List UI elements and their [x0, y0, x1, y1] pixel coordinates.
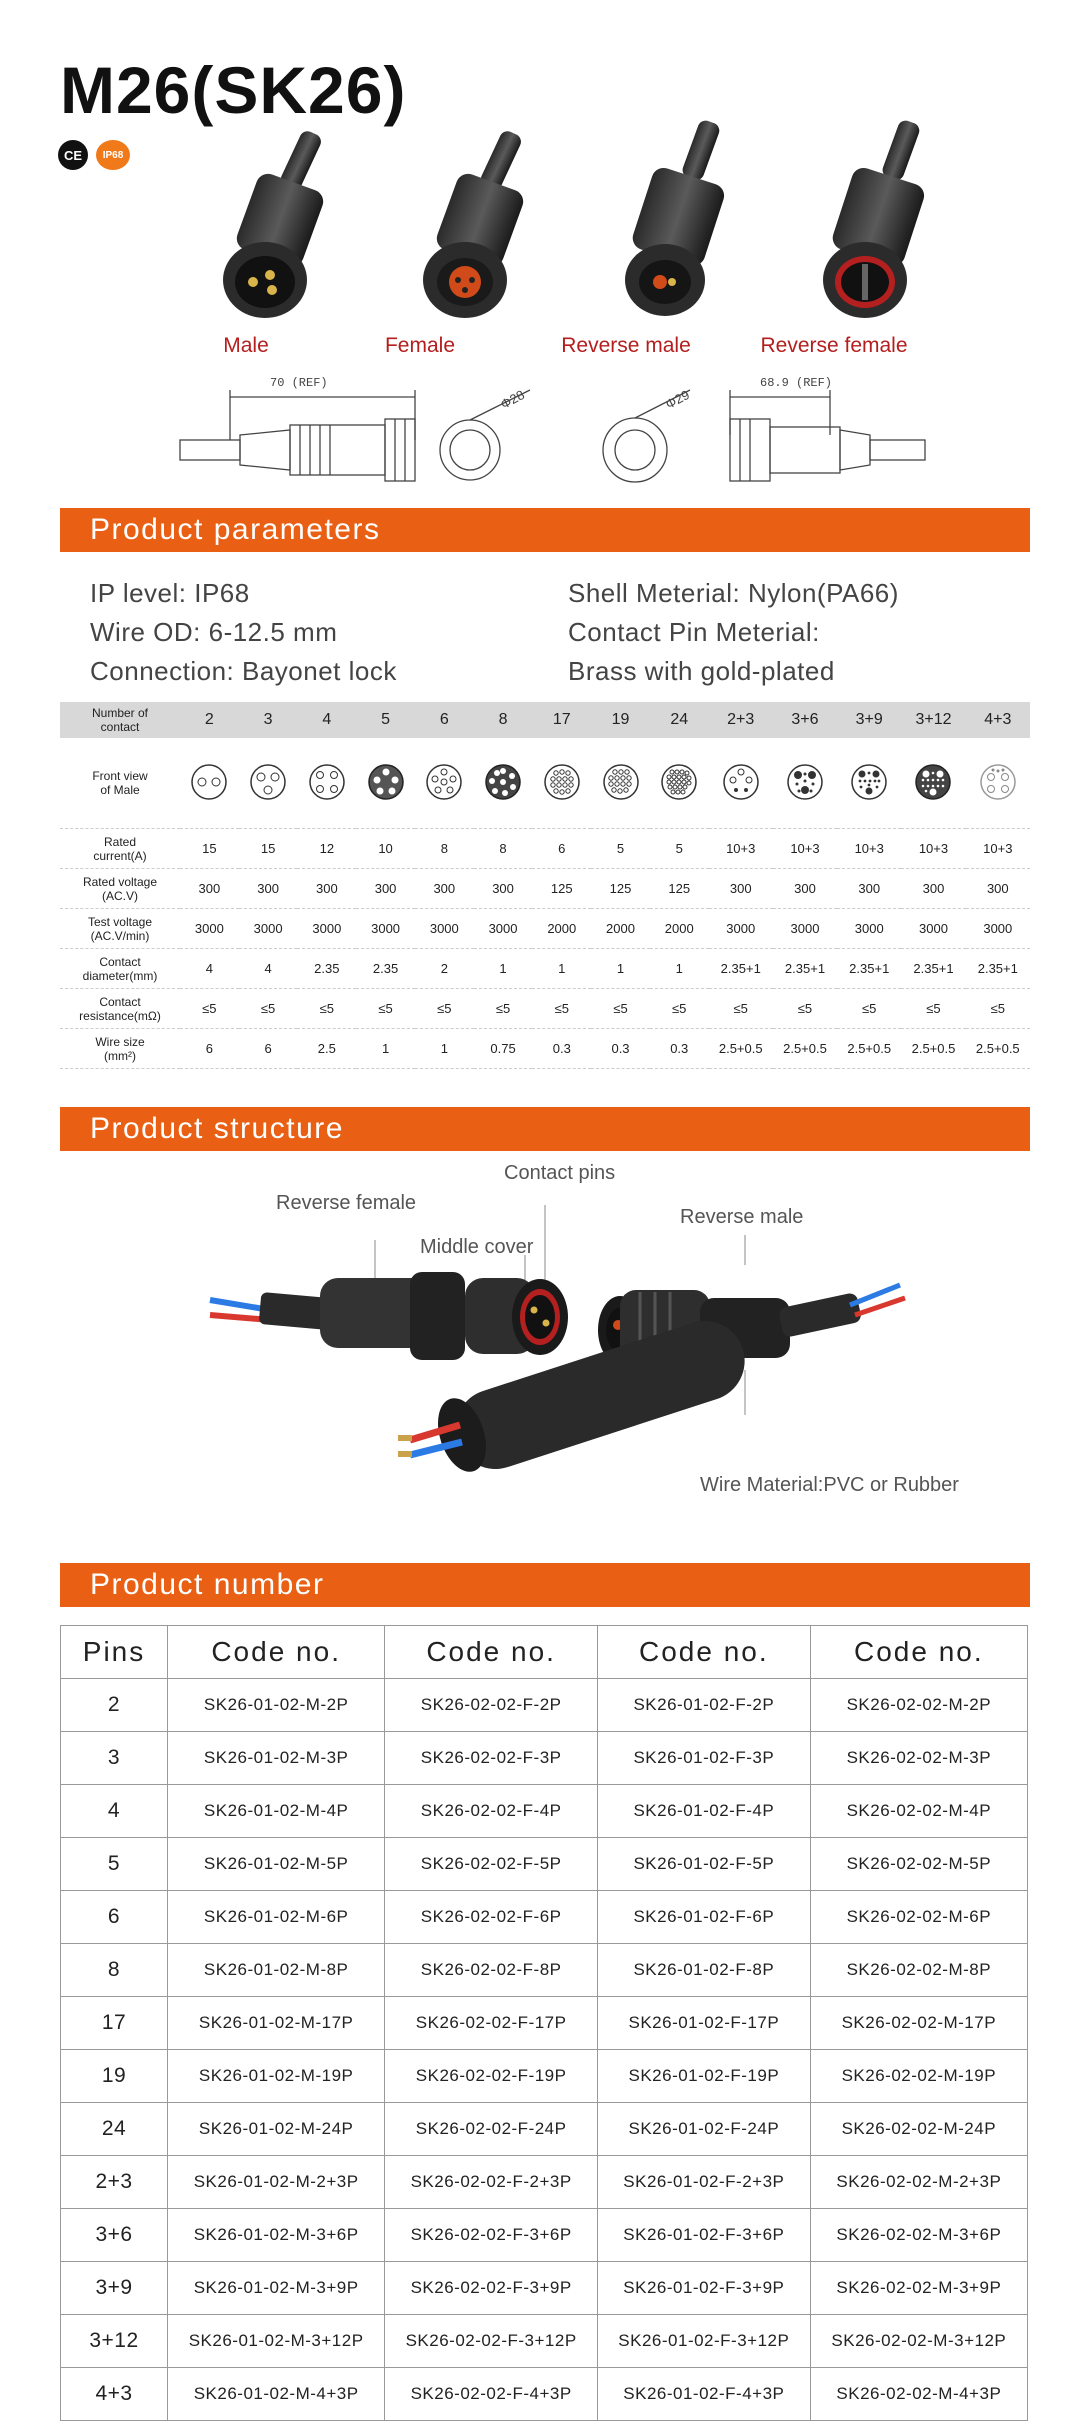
contacts-cell: 3+6 — [773, 702, 837, 738]
current-cell: 10+3 — [773, 829, 837, 869]
test-voltage-cell: 2000 — [591, 909, 650, 949]
spec-table — [60, 702, 1030, 1069]
code-cell: SK26-02-02-M-4+3P — [810, 2368, 1027, 2421]
label-middle-cover: Middle cover — [420, 1236, 534, 1258]
code-cell: SK26-01-02-F-2P — [597, 1679, 810, 1732]
label-reverse-male: Reverse male — [680, 1206, 804, 1228]
code-cell: SK26-01-02-M-3P — [168, 1732, 385, 1785]
diameter-cell: 4 — [180, 949, 239, 989]
current-cell: 10+3 — [966, 829, 1030, 869]
table-row — [60, 949, 1030, 989]
diameter-cell: 1 — [650, 949, 709, 989]
param-ip-level: IP level: IP68 — [90, 578, 250, 608]
table-row — [60, 909, 1030, 949]
code-cell: SK26-02-02-F-3P — [385, 1732, 598, 1785]
row-header-contacts: Number of contact — [60, 702, 180, 738]
resistance-cell: ≤5 — [180, 989, 239, 1029]
code-cell: SK26-02-02-M-8P — [810, 1944, 1027, 1997]
code-cell: SK26-01-02-M-3+9P — [168, 2262, 385, 2315]
wire-size-cell: 6 — [180, 1029, 239, 1069]
connector-variants-illustration — [180, 120, 960, 330]
code-cell: SK26-02-02-F-4+3P — [385, 2368, 598, 2421]
variant-label-female: Female — [384, 334, 456, 357]
param-shell-material: Shell Meterial: Nylon(PA66) — [568, 578, 899, 608]
label-wire-material: Wire Material:PVC or Rubber — [700, 1474, 959, 1496]
voltage-cell: 125 — [591, 869, 650, 909]
reverse-female-connector-image — [823, 120, 927, 318]
label-contact-pins: Contact pins — [504, 1162, 616, 1184]
code-cell: SK26-02-02-F-3+9P — [385, 2262, 598, 2315]
contacts-cell: 8 — [474, 702, 533, 738]
dimension-drawings — [170, 375, 930, 495]
resistance-cell: ≤5 — [966, 989, 1030, 1029]
header-code-1: Code no. — [168, 1626, 385, 1679]
contacts-cell: 19 — [591, 702, 650, 738]
wire-size-cell: 1 — [415, 1029, 474, 1069]
pin-layout-icon — [297, 738, 356, 829]
code-cell: SK26-01-02-F-3P — [597, 1732, 810, 1785]
dimension-diameter-28: Φ28 — [497, 387, 527, 412]
product-structure-illustration — [200, 1190, 1000, 1510]
current-cell: 10+3 — [901, 829, 965, 869]
wire-size-cell: 6 — [239, 1029, 298, 1069]
wire-size-cell: 2.5+0.5 — [837, 1029, 901, 1069]
table-row — [61, 2209, 1028, 2262]
contacts-cell: 2+3 — [709, 702, 773, 738]
code-cell: SK26-01-02-M-24P — [168, 2103, 385, 2156]
code-cell: SK26-02-02-M-3+12P — [810, 2315, 1027, 2368]
resistance-cell: ≤5 — [532, 989, 591, 1029]
resistance-cell: ≤5 — [591, 989, 650, 1029]
current-cell: 12 — [297, 829, 356, 869]
code-cell: SK26-02-02-F-3+12P — [385, 2315, 598, 2368]
voltage-cell: 125 — [532, 869, 591, 909]
code-cell: SK26-01-02-M-19P — [168, 2050, 385, 2103]
resistance-cell: ≤5 — [709, 989, 773, 1029]
resistance-cell: ≤5 — [901, 989, 965, 1029]
code-cell: SK26-02-02-M-6P — [810, 1891, 1027, 1944]
voltage-cell: 125 — [650, 869, 709, 909]
pins-cell: 4 — [61, 1785, 168, 1838]
test-voltage-cell: 2000 — [650, 909, 709, 949]
code-cell: SK26-01-02-F-6P — [597, 1891, 810, 1944]
table-header-row — [61, 1626, 1028, 1679]
pin-layout-icon — [532, 738, 591, 829]
header-code-4: Code no. — [810, 1626, 1027, 1679]
table-row — [61, 2103, 1028, 2156]
row-header-voltage: Rated voltage (AC.V) — [60, 869, 180, 909]
pin-layout-icon — [837, 738, 901, 829]
voltage-cell: 300 — [837, 869, 901, 909]
code-cell: SK26-02-02-F-6P — [385, 1891, 598, 1944]
current-cell: 10+3 — [837, 829, 901, 869]
test-voltage-cell: 3000 — [773, 909, 837, 949]
pins-cell: 2 — [61, 1679, 168, 1732]
code-cell: SK26-01-02-F-4+3P — [597, 2368, 810, 2421]
code-cell: SK26-02-02-F-4P — [385, 1785, 598, 1838]
pins-cell: 4+3 — [61, 2368, 168, 2421]
code-cell: SK26-02-02-M-24P — [810, 2103, 1027, 2156]
code-cell: SK26-02-02-F-5P — [385, 1838, 598, 1891]
contacts-cell: 3 — [239, 702, 298, 738]
code-cell: SK26-01-02-M-2P — [168, 1679, 385, 1732]
product-code-table — [60, 1625, 1028, 2421]
voltage-cell: 300 — [297, 869, 356, 909]
code-cell: SK26-02-02-M-17P — [810, 1997, 1027, 2050]
test-voltage-cell: 3000 — [837, 909, 901, 949]
wire-size-cell: 2.5 — [297, 1029, 356, 1069]
contacts-cell: 3+12 — [901, 702, 965, 738]
wire-size-cell: 0.3 — [532, 1029, 591, 1069]
row-header-current: Rated current(A) — [60, 829, 180, 869]
dimension-length-right: 68.9 (REF) — [760, 376, 833, 390]
resistance-cell: ≤5 — [356, 989, 415, 1029]
resistance-cell: ≤5 — [415, 989, 474, 1029]
variant-label-male: Male — [223, 334, 269, 357]
table-row — [61, 1891, 1028, 1944]
wire-size-cell: 2.5+0.5 — [966, 1029, 1030, 1069]
wire-size-cell: 2.5+0.5 — [773, 1029, 837, 1069]
female-connector-image — [423, 129, 527, 318]
ip68-badge-icon: IP68 — [96, 140, 130, 170]
code-cell: SK26-02-02-M-3P — [810, 1732, 1027, 1785]
param-connection: Connection: Bayonet lock — [90, 656, 397, 686]
diameter-cell: 2.35+1 — [901, 949, 965, 989]
table-row — [61, 2050, 1028, 2103]
header-code-2: Code no. — [385, 1626, 598, 1679]
table-row — [60, 702, 1030, 738]
diameter-cell: 2.35+1 — [966, 949, 1030, 989]
test-voltage-cell: 3000 — [356, 909, 415, 949]
test-voltage-cell: 3000 — [901, 909, 965, 949]
male-connector-image — [223, 129, 327, 318]
table-row — [61, 2156, 1028, 2209]
diameter-cell: 4 — [239, 949, 298, 989]
current-cell: 10+3 — [709, 829, 773, 869]
wire-size-cell: 1 — [356, 1029, 415, 1069]
pins-cell: 8 — [61, 1944, 168, 1997]
table-row — [60, 989, 1030, 1029]
test-voltage-cell: 3000 — [239, 909, 298, 949]
code-cell: SK26-01-02-F-24P — [597, 2103, 810, 2156]
contacts-cell: 3+9 — [837, 702, 901, 738]
test-voltage-cell: 3000 — [709, 909, 773, 949]
wire-size-cell: 2.5+0.5 — [901, 1029, 965, 1069]
diameter-cell: 2.35+1 — [837, 949, 901, 989]
code-cell: SK26-02-02-F-2+3P — [385, 2156, 598, 2209]
code-cell: SK26-02-02-F-19P — [385, 2050, 598, 2103]
code-cell: SK26-02-02-M-3+6P — [810, 2209, 1027, 2262]
pin-layout-icon — [773, 738, 837, 829]
voltage-cell: 300 — [709, 869, 773, 909]
contacts-cell: 24 — [650, 702, 709, 738]
contacts-cell: 4 — [297, 702, 356, 738]
table-row — [61, 1944, 1028, 1997]
wire-size-cell: 0.75 — [474, 1029, 533, 1069]
code-cell: SK26-01-02-M-4P — [168, 1785, 385, 1838]
current-cell: 8 — [474, 829, 533, 869]
table-row — [60, 1029, 1030, 1069]
resistance-cell: ≤5 — [239, 989, 298, 1029]
resistance-cell: ≤5 — [474, 989, 533, 1029]
diameter-cell: 2.35 — [356, 949, 415, 989]
table-row — [61, 1732, 1028, 1785]
contacts-cell: 17 — [532, 702, 591, 738]
test-voltage-cell: 3000 — [415, 909, 474, 949]
label-reverse-female: Reverse female — [276, 1192, 417, 1214]
pins-cell: 6 — [61, 1891, 168, 1944]
pins-cell: 19 — [61, 2050, 168, 2103]
code-cell: SK26-01-02-M-17P — [168, 1997, 385, 2050]
current-cell: 6 — [532, 829, 591, 869]
pin-layout-icon — [709, 738, 773, 829]
table-row — [61, 2315, 1028, 2368]
current-cell: 10 — [356, 829, 415, 869]
pins-cell: 3+9 — [61, 2262, 168, 2315]
resistance-cell: ≤5 — [297, 989, 356, 1029]
current-cell: 5 — [650, 829, 709, 869]
pins-cell: 3 — [61, 1732, 168, 1785]
test-voltage-cell: 3000 — [966, 909, 1030, 949]
voltage-cell: 300 — [415, 869, 474, 909]
pins-cell: 24 — [61, 2103, 168, 2156]
code-cell: SK26-02-02-M-2P — [810, 1679, 1027, 1732]
code-cell: SK26-01-02-M-3+6P — [168, 2209, 385, 2262]
voltage-cell: 300 — [966, 869, 1030, 909]
param-wire-od: Wire OD: 6-12.5 mm — [90, 617, 338, 647]
current-cell: 15 — [239, 829, 298, 869]
table-row — [61, 1997, 1028, 2050]
code-cell: SK26-01-02-M-5P — [168, 1838, 385, 1891]
current-cell: 5 — [591, 829, 650, 869]
diameter-cell: 1 — [532, 949, 591, 989]
code-cell: SK26-01-02-F-4P — [597, 1785, 810, 1838]
table-row — [60, 829, 1030, 869]
pin-layout-icon — [901, 738, 965, 829]
pin-layout-icon — [591, 738, 650, 829]
test-voltage-cell: 3000 — [180, 909, 239, 949]
diameter-cell: 2.35+1 — [773, 949, 837, 989]
diameter-cell: 1 — [474, 949, 533, 989]
header-code-3: Code no. — [597, 1626, 810, 1679]
row-header-resistance: Contact resistance(mΩ) — [60, 989, 180, 1029]
pins-cell: 2+3 — [61, 2156, 168, 2209]
pin-layout-icon — [474, 738, 533, 829]
dimension-diameter-29: Φ29 — [662, 387, 692, 412]
code-cell: SK26-02-02-M-4P — [810, 1785, 1027, 1838]
voltage-cell: 300 — [773, 869, 837, 909]
diameter-cell: 1 — [591, 949, 650, 989]
param-contact-pin-value: Brass with gold-plated — [568, 656, 835, 686]
row-header-front-view: Front view of Male — [60, 738, 180, 829]
voltage-cell: 300 — [180, 869, 239, 909]
code-cell: SK26-01-02-F-3+9P — [597, 2262, 810, 2315]
row-header-test-voltage: Test voltage (AC.V/min) — [60, 909, 180, 949]
resistance-cell: ≤5 — [773, 989, 837, 1029]
code-cell: SK26-02-02-M-5P — [810, 1838, 1027, 1891]
table-row — [60, 738, 1030, 829]
wire-size-cell: 0.3 — [591, 1029, 650, 1069]
diameter-cell: 2.35+1 — [709, 949, 773, 989]
test-voltage-cell: 3000 — [297, 909, 356, 949]
code-cell: SK26-02-02-M-19P — [810, 2050, 1027, 2103]
table-row — [61, 1838, 1028, 1891]
code-cell: SK26-01-02-F-2+3P — [597, 2156, 810, 2209]
code-cell: SK26-01-02-F-5P — [597, 1838, 810, 1891]
code-cell: SK26-01-02-F-3+12P — [597, 2315, 810, 2368]
row-header-wire-size: Wire size (mm²) — [60, 1029, 180, 1069]
code-cell: SK26-01-02-M-3+12P — [168, 2315, 385, 2368]
code-cell: SK26-01-02-M-2+3P — [168, 2156, 385, 2209]
variant-label-reverse-male: Reverse male — [561, 334, 691, 357]
code-cell: SK26-02-02-F-17P — [385, 1997, 598, 2050]
code-cell: SK26-02-02-F-3+6P — [385, 2209, 598, 2262]
code-cell: SK26-01-02-F-3+6P — [597, 2209, 810, 2262]
current-cell: 15 — [180, 829, 239, 869]
ce-mark-icon: CE — [58, 140, 88, 170]
pins-cell: 3+6 — [61, 2209, 168, 2262]
current-cell: 8 — [415, 829, 474, 869]
resistance-cell: ≤5 — [650, 989, 709, 1029]
pins-cell: 5 — [61, 1838, 168, 1891]
code-cell: SK26-02-02-M-2+3P — [810, 2156, 1027, 2209]
table-row — [61, 1679, 1028, 1732]
contacts-cell: 2 — [180, 702, 239, 738]
pin-layout-icon — [415, 738, 474, 829]
wire-size-cell: 2.5+0.5 — [709, 1029, 773, 1069]
code-cell: SK26-01-02-M-6P — [168, 1891, 385, 1944]
section-banner-parameters: Product parameters — [60, 508, 1030, 552]
code-cell: SK26-01-02-F-8P — [597, 1944, 810, 1997]
header-pins: Pins — [61, 1626, 168, 1679]
pins-cell: 3+12 — [61, 2315, 168, 2368]
row-header-diameter: Contact diameter(mm) — [60, 949, 180, 989]
pin-layout-icon — [239, 738, 298, 829]
code-cell: SK26-02-02-F-24P — [385, 2103, 598, 2156]
contacts-cell: 4+3 — [966, 702, 1030, 738]
code-cell: SK26-01-02-F-19P — [597, 2050, 810, 2103]
pin-layout-icon — [356, 738, 415, 829]
pin-layout-icon — [180, 738, 239, 829]
test-voltage-cell: 2000 — [532, 909, 591, 949]
code-cell: SK26-02-02-F-2P — [385, 1679, 598, 1732]
section-banner-number: Product number — [60, 1563, 1030, 1607]
dimension-length-left: 70 (REF) — [270, 376, 328, 390]
wire-size-cell: 0.3 — [650, 1029, 709, 1069]
code-cell: SK26-01-02-M-8P — [168, 1944, 385, 1997]
pin-layout-icon — [966, 738, 1030, 829]
voltage-cell: 300 — [901, 869, 965, 909]
resistance-cell: ≤5 — [837, 989, 901, 1029]
test-voltage-cell: 3000 — [474, 909, 533, 949]
contacts-cell: 6 — [415, 702, 474, 738]
code-cell: SK26-01-02-M-4+3P — [168, 2368, 385, 2421]
variant-label-reverse-female: Reverse female — [760, 334, 908, 357]
table-row — [60, 869, 1030, 909]
table-row — [61, 1785, 1028, 1838]
voltage-cell: 300 — [239, 869, 298, 909]
table-row — [61, 2368, 1028, 2421]
table-row — [61, 2262, 1028, 2315]
page-title: M26(SK26) — [60, 53, 407, 127]
voltage-cell: 300 — [356, 869, 415, 909]
section-banner-structure: Product structure — [60, 1107, 1030, 1151]
param-contact-pin-material: Contact Pin Meterial: — [568, 617, 820, 647]
contacts-cell: 5 — [356, 702, 415, 738]
code-cell: SK26-01-02-F-17P — [597, 1997, 810, 2050]
reverse-male-connector-image — [625, 120, 727, 316]
diameter-cell: 2 — [415, 949, 474, 989]
diameter-cell: 2.35 — [297, 949, 356, 989]
code-cell: SK26-02-02-F-8P — [385, 1944, 598, 1997]
pins-cell: 17 — [61, 1997, 168, 2050]
voltage-cell: 300 — [474, 869, 533, 909]
pin-layout-icon — [650, 738, 709, 829]
code-cell: SK26-02-02-M-3+9P — [810, 2262, 1027, 2315]
